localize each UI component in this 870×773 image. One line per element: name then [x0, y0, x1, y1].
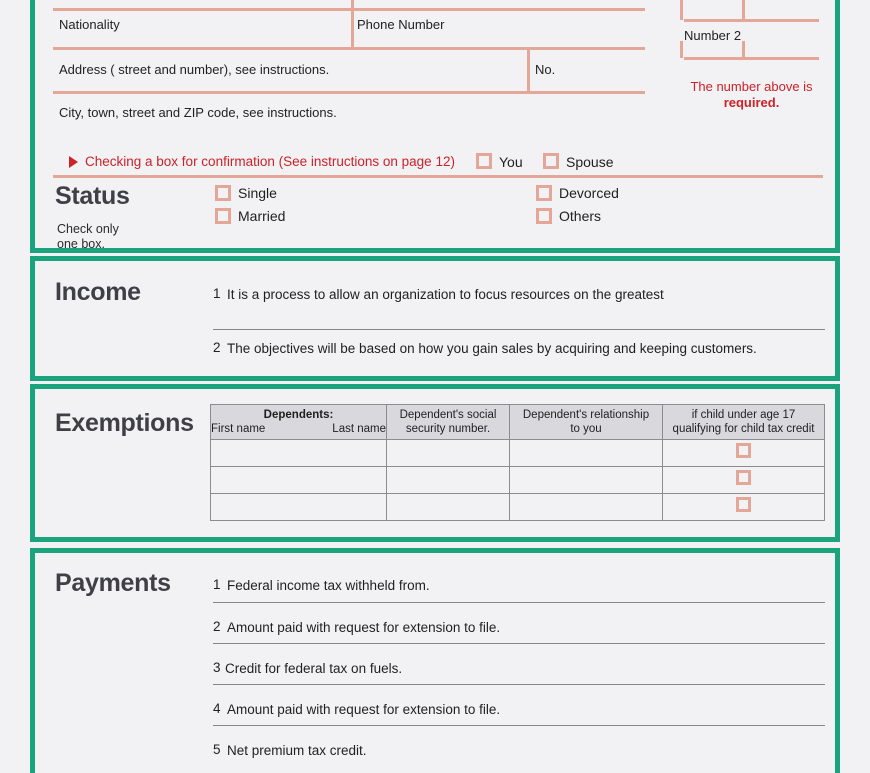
cell-dependent-name[interactable] — [211, 467, 387, 494]
col-header-dependents-title: Dependents: — [263, 409, 334, 421]
checkbox-married[interactable] — [215, 208, 231, 224]
number1-baseline — [684, 19, 819, 22]
payments-item-1-number: 1 — [213, 577, 221, 592]
col-header-child-tax-credit — [663, 405, 825, 440]
table-row — [211, 440, 825, 467]
checkbox-you[interactable] — [476, 153, 492, 169]
field-label-phone-number: Phone Number — [357, 17, 445, 32]
field-label-nationality: Nationality — [59, 17, 120, 32]
cell-dependent-relationship[interactable] — [510, 494, 663, 521]
income-item-2-number: 2 — [213, 340, 221, 355]
confirmation-text: Checking a box for confirmation (See instructions on page 12) — [85, 154, 455, 169]
exemptions-title: Exemptions — [55, 409, 194, 437]
payments-item-5-text: Net premium tax credit. — [227, 743, 367, 758]
cell-dependent-relationship[interactable] — [510, 440, 663, 467]
number2-tick-1 — [680, 41, 683, 58]
number1-tick-1 — [680, 0, 683, 20]
col-header-ssn-line2: security number. — [405, 423, 491, 435]
col-header-first-name: First name — [211, 423, 266, 435]
cell-child-credit[interactable] — [663, 494, 825, 521]
field-label-city-zip: City, town, street and ZIP code, see instructions. — [59, 105, 337, 120]
payments-rule-3 — [213, 684, 825, 685]
rule-above-nationality — [53, 8, 645, 11]
col-header-ssn-line1: Dependent's social — [399, 409, 497, 421]
number2-baseline — [684, 57, 819, 60]
col-header-relationship-line2: to you — [570, 423, 602, 435]
checkbox-others[interactable] — [536, 208, 552, 224]
number1-tick-2 — [742, 0, 745, 20]
col-header-child-credit-line1: if child under age 17 — [691, 409, 796, 421]
checkbox-label-others: Others — [559, 208, 602, 224]
checkbox-spouse[interactable] — [543, 153, 559, 169]
payments-item-4-number: 4 — [213, 701, 221, 716]
income-item-1-number: 1 — [213, 286, 221, 301]
payments-item-1-text: Federal income tax withheld from. — [227, 578, 430, 593]
checkbox-child-credit-row-2[interactable] — [736, 470, 751, 485]
checkbox-label-divorced: Devorced — [559, 185, 619, 201]
cell-child-credit[interactable] — [663, 467, 825, 494]
status-title: Status — [55, 182, 130, 210]
income-item-2-text: The objectives will be based on how you gain sales by acquiring and keeping customers. — [227, 341, 757, 356]
number-required-note — [684, 79, 819, 111]
cell-dependent-name[interactable] — [211, 494, 387, 521]
payments-item-3-text: Credit for federal tax on fuels. — [225, 661, 403, 676]
cell-child-credit[interactable] — [663, 440, 825, 467]
cell-dependent-relationship[interactable] — [510, 467, 663, 494]
number-block-label: Number 2 — [684, 28, 742, 43]
payments-item-2-number: 2 — [213, 619, 221, 634]
play-triangle-icon — [69, 156, 78, 168]
cell-dependent-ssn[interactable] — [387, 467, 510, 494]
income-rule-1 — [213, 329, 825, 330]
table-row — [211, 467, 825, 494]
checkbox-single[interactable] — [215, 185, 231, 201]
cell-dependent-ssn[interactable] — [387, 494, 510, 521]
payments-item-4-text: Amount paid with request for extension to file. — [227, 702, 501, 717]
col-header-ssn — [387, 405, 510, 440]
section-payments — [30, 548, 840, 773]
income-item-1-text: It is a process to allow an organization to focus resources on the greatest — [227, 287, 664, 302]
col-header-relationship — [510, 405, 663, 440]
rule-below-address — [53, 91, 645, 94]
payments-item-3-number: 3 — [213, 660, 221, 675]
status-subtitle-line1: Check only — [57, 222, 119, 236]
rule-below-nationality — [53, 47, 645, 50]
col-header-relationship-line1: Dependent's relationship — [522, 409, 650, 421]
checkbox-label-single: Single — [238, 185, 277, 201]
status-subtitle — [57, 222, 119, 252]
payments-rule-1 — [213, 602, 825, 603]
checkbox-label-married: Married — [238, 208, 286, 224]
payments-rule-4 — [213, 725, 825, 726]
col-header-child-credit-line2: qualifying for child tax credit — [672, 423, 815, 435]
checkbox-child-credit-row-3[interactable] — [736, 497, 751, 512]
table-row — [211, 494, 825, 521]
payments-title: Payments — [55, 569, 171, 597]
col-header-last-name: Last name — [332, 423, 386, 435]
cell-dependent-name[interactable] — [211, 440, 387, 467]
number2-tick-2 — [742, 41, 745, 58]
section-exemptions — [30, 384, 840, 542]
checkbox-label-spouse: Spouse — [566, 154, 614, 170]
rule-above-status — [53, 175, 823, 178]
divider-address-no — [527, 47, 530, 91]
status-subtitle-line2: one box. — [57, 237, 105, 251]
dependents-table — [210, 404, 825, 521]
col-header-dependents — [211, 405, 387, 440]
required-note-line1: The number above is — [690, 79, 813, 94]
required-note-line2: required. — [723, 95, 780, 110]
payments-item-5-number: 5 — [213, 742, 221, 757]
payments-item-2-text: Amount paid with request for extension to file. — [227, 620, 501, 635]
dependents-table-header-row — [211, 405, 825, 440]
field-label-address: Address ( street and number), see instructions. — [59, 62, 330, 77]
section-personal-and-status — [30, 0, 840, 253]
checkbox-child-credit-row-1[interactable] — [736, 443, 751, 458]
checkbox-divorced[interactable] — [536, 185, 552, 201]
field-label-no: No. — [535, 62, 556, 77]
section-income — [30, 256, 840, 381]
checkbox-label-you: You — [499, 154, 523, 170]
income-title: Income — [55, 278, 141, 306]
cell-dependent-ssn[interactable] — [387, 440, 510, 467]
payments-rule-2 — [213, 643, 825, 644]
